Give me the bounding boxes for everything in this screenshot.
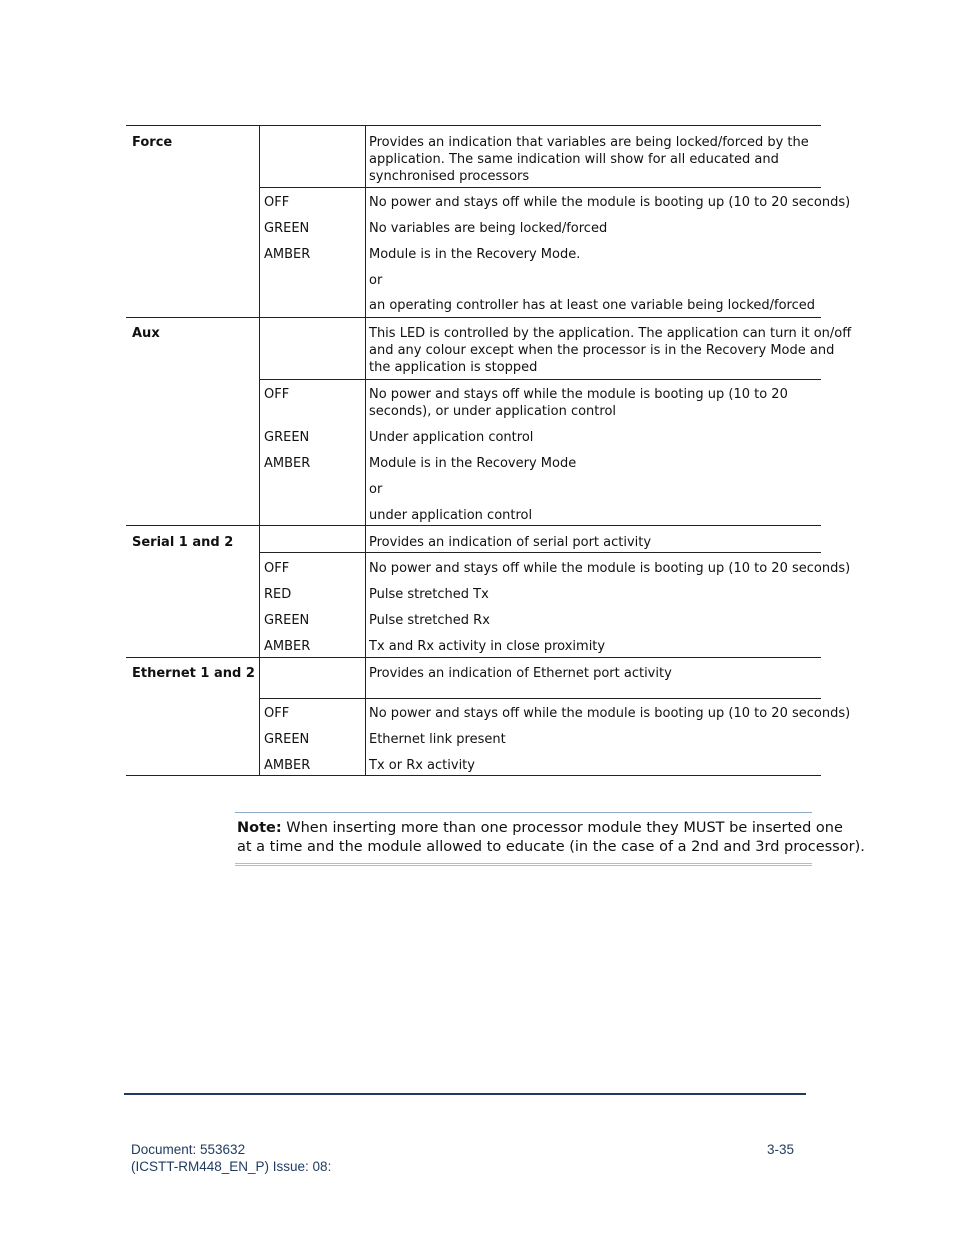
aux-desc-line1: This LED is controlled by the application. The application can turn it on/off: [369, 326, 852, 341]
footer-divider: [124, 1093, 806, 1095]
force-amber-desc: Module is in the Recovery Mode.: [369, 247, 581, 262]
ethernet-state-off: OFF: [264, 706, 290, 721]
table-row-force: [126, 125, 851, 317]
aux-off-desc-line1: No power and stays off while the module is booting up (10 to 20: [369, 387, 788, 402]
aux-state-green: GREEN: [264, 430, 310, 445]
force-state-green: GREEN: [264, 221, 310, 236]
note-text: [237, 819, 865, 857]
force-desc-line3: synchronised processors: [369, 169, 530, 184]
aux-state-off: OFF: [264, 387, 290, 402]
serial-desc: Provides an indication of serial port activity: [369, 535, 652, 550]
led-indication-table: [126, 125, 852, 776]
serial-state-amber: AMBER: [264, 639, 311, 654]
footer-page-number: 3-35: [767, 1142, 795, 1157]
ethernet-off-desc: No power and stays off while the module is booting up (10 to 20 seconds): [369, 706, 851, 721]
footer-document-number: Document: 553632: [131, 1142, 246, 1157]
force-amber-or: or: [369, 273, 383, 288]
force-green-desc: No variables are being locked/forced: [369, 221, 608, 236]
note-label: Note:: [237, 820, 282, 836]
ethernet-green-desc: Ethernet link present: [369, 732, 506, 747]
led-label-serial: Serial 1 and 2: [132, 535, 234, 550]
table-row-ethernet: [126, 657, 851, 776]
note-line1: When inserting more than one processor module they MUST be inserted one: [281, 820, 843, 836]
table-row-serial: [126, 525, 851, 657]
led-label-force: Force: [132, 135, 173, 150]
force-off-desc: No power and stays off while the module is booting up (10 to 20 seconds): [369, 195, 851, 210]
force-desc-line1: Provides an indication that variables are being locked/forced by the: [369, 135, 809, 150]
serial-state-off: OFF: [264, 561, 290, 576]
note-line2: at a time and the module allowed to educate (in the case of a 2nd and 3rd processor).: [237, 839, 865, 855]
serial-green-desc: Pulse stretched Rx: [369, 613, 490, 628]
note-box: [235, 812, 865, 866]
force-state-amber: AMBER: [264, 247, 311, 262]
force-state-off: OFF: [264, 195, 290, 210]
aux-green-desc: Under application control: [369, 430, 534, 445]
serial-state-green: GREEN: [264, 613, 310, 628]
serial-red-desc: Pulse stretched Tx: [369, 587, 489, 602]
ethernet-state-green: GREEN: [264, 732, 310, 747]
aux-state-amber: AMBER: [264, 456, 311, 471]
serial-amber-desc: Tx and Rx activity in close proximity: [369, 639, 606, 654]
ethernet-amber-desc: Tx or Rx activity: [369, 758, 475, 773]
serial-state-red: RED: [264, 587, 292, 602]
serial-off-desc: No power and stays off while the module is booting up (10 to 20 seconds): [369, 561, 851, 576]
aux-amber-or: or: [369, 482, 383, 497]
led-label-aux: Aux: [132, 326, 160, 341]
ethernet-desc: Provides an indication of Ethernet port activity: [369, 666, 672, 681]
aux-off-desc-line2: seconds), or under application control: [369, 404, 617, 419]
force-desc-line2: application. The same indication will show for all educated and: [369, 152, 779, 167]
force-amber-desc-alt: an operating controller has at least one variable being locked/forced: [369, 298, 815, 313]
aux-amber-desc: Module is in the Recovery Mode: [369, 456, 577, 471]
table-row-aux: [126, 317, 852, 525]
aux-desc-line3: the application is stopped: [369, 360, 538, 375]
aux-amber-desc-alt: under application control: [369, 508, 533, 523]
footer-issue: (ICSTT-RM448_EN_P) Issue: 08:: [131, 1159, 332, 1174]
ethernet-state-amber: AMBER: [264, 758, 311, 773]
aux-desc-line2: and any colour except when the processor is in the Recovery Mode and: [369, 343, 835, 358]
led-label-ethernet: Ethernet 1 and 2: [132, 666, 255, 681]
